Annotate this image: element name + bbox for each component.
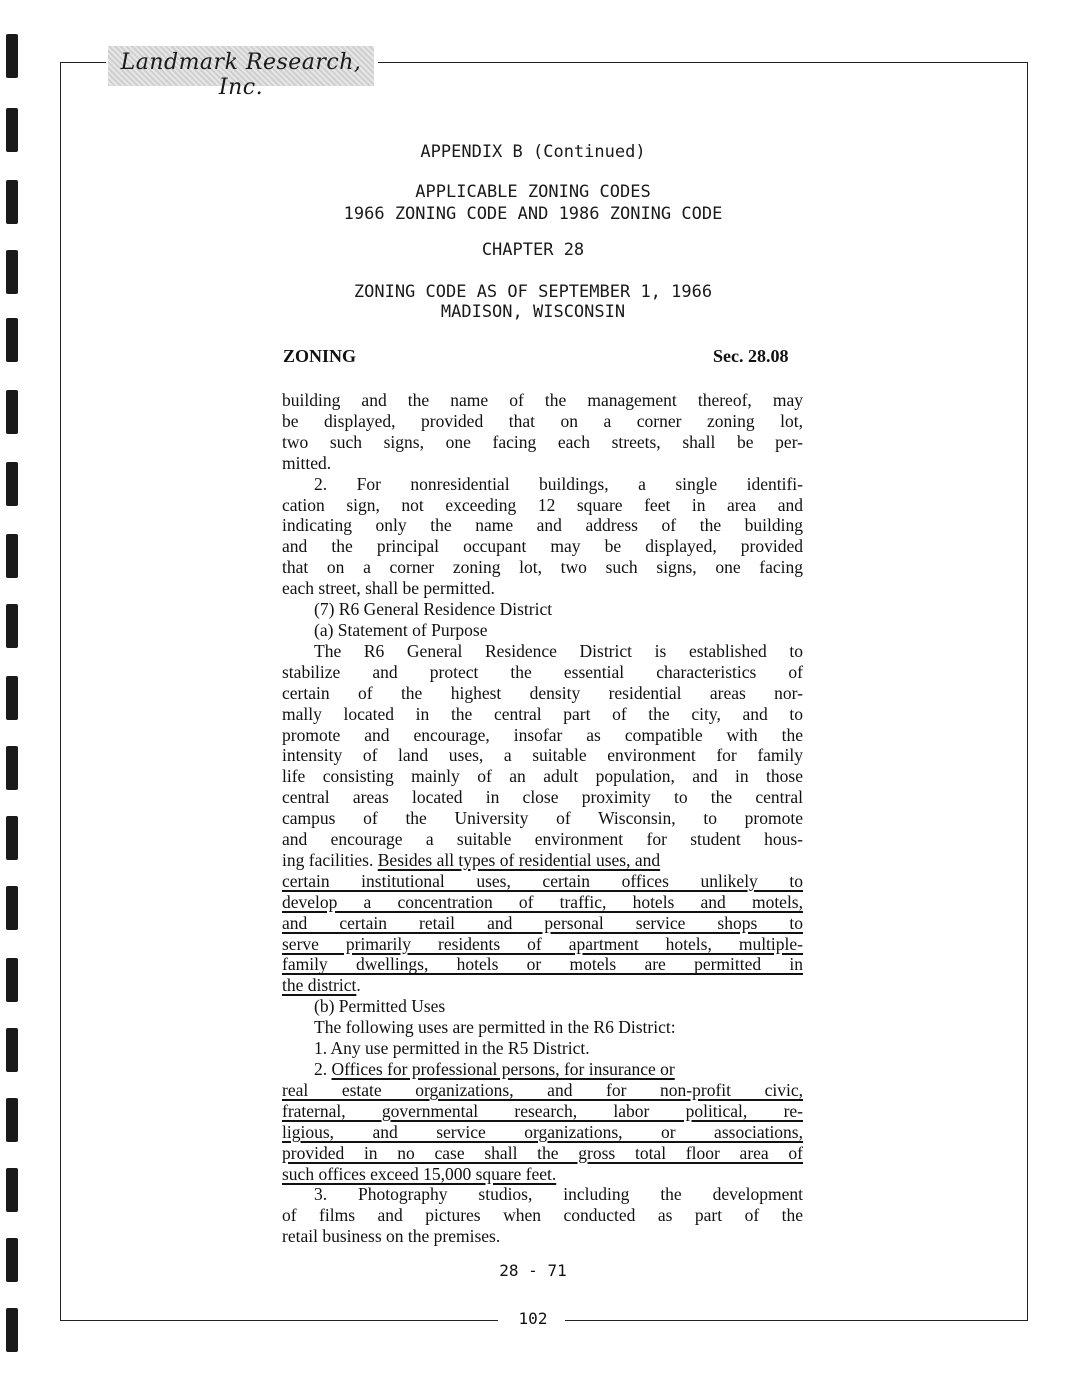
underlined-text: Offices for professional persons, for insurance or [331,1059,675,1079]
text-line: retail business on the premises. [282,1226,501,1247]
text-line: The following uses are permitted in the R6 District: [314,1017,676,1038]
text-line [282,975,803,996]
subsection-heading: (b) Permitted Uses [314,996,446,1017]
underlined-line: provided in no case shall the gross total floor area of [282,1142,803,1163]
company-logo-text: Landmark Research, Inc. [120,50,362,100]
text-line: central areas located in close proximity to the central [282,787,803,808]
section-number: Sec. 28.08 [713,346,789,366]
text-line: each street, shall be permitted. [282,578,495,599]
text-line: certain of the highest density residential areas nor- [282,682,803,703]
text-line: and the principal occupant may be displayed, provided [282,536,803,557]
text-line: of films and pictures when conducted as part of the [282,1205,803,1226]
text-span: . [356,975,361,996]
subsection-heading: (a) Statement of Purpose [314,619,488,640]
text-line: The R6 General Residence District is established to [314,640,803,661]
text-line: be displayed, provided that on a corner zoning lot, [282,410,803,431]
text-line: and encourage a suitable environment for student hous- [282,829,803,850]
text-line: mally located in the central part of the city, and to [282,703,803,724]
underlined-line: real estate organizations, and for non-profit civic, [282,1079,803,1100]
section-title: ZONING [283,346,357,366]
company-logo [108,46,374,100]
body-text [282,390,803,1247]
footer-page-number: 102 [518,1309,548,1328]
underlined-line: certain institutional uses, certain offices unlikely to [282,870,803,891]
text-line: 3. Photography studios, including the development [314,1184,803,1205]
codes-heading-line1: APPLICABLE ZONING CODES [415,182,651,202]
underlined-line: and certain retail and personal service shops to [282,912,803,933]
text-line: life consisting mainly of an adult population, and in those [282,766,803,787]
codes-heading-line2: 1966 ZONING CODE AND 1986 ZONING CODE [343,204,723,224]
text-line: stabilize and protect the essential characteristics of [282,661,803,682]
text-line: mitted. [282,452,332,473]
text-line [282,850,803,871]
underlined-line: fraternal, governmental research, labor political, re- [282,1100,803,1121]
appendix-heading: APPENDIX B (Continued) [420,142,646,162]
underlined-line: develop a concentration of traffic, hotels and motels, [282,891,803,912]
text-span: ing facilities. [282,849,374,870]
text-line: campus of the University of Wisconsin, to promote [282,808,803,829]
text-line: building and the name of the management thereof, may [282,390,803,410]
text-line: 2. For nonresidential buildings, a single identifi- [314,473,803,494]
underlined-line: serve primarily residents of apartment hotels, multiple- [282,933,803,954]
underlined-line: such offices exceed 15,000 square feet. [282,1163,557,1184]
underlined-text: Besides all types of residential uses, and [377,849,661,870]
chapter-heading: CHAPTER 28 [481,240,585,260]
text-line [282,1059,803,1080]
text-line: that on a corner zoning lot, two such signs, one facing [282,557,803,578]
text-span: 2. [314,1059,328,1079]
underlined-line: ligious, and service organizations, or associations, [282,1121,803,1142]
underlined-text: the district [282,975,357,996]
underlined-line: family dwellings, hotels or motels are permitted in [282,954,803,975]
text-line: intensity of land uses, a suitable environment for family [282,745,803,766]
asof-heading-line1: ZONING CODE AS OF SEPTEMBER 1, 1966 [353,282,713,302]
text-line: two such signs, one facing each streets, shall be per- [282,431,803,452]
page-number: 28 - 71 [499,1261,567,1280]
text-line: 1. Any use permitted in the R5 District. [314,1038,590,1059]
subsection-heading: (7) R6 General Residence District [314,599,553,620]
text-line: indicating only the name and address of the building [282,515,803,536]
text-line: promote and encourage, insofar as compatible with the [282,724,803,745]
text-line: cation sign, not exceeding 12 square feet in area and [282,494,803,515]
asof-heading-line2: MADISON, WISCONSIN [440,302,626,322]
